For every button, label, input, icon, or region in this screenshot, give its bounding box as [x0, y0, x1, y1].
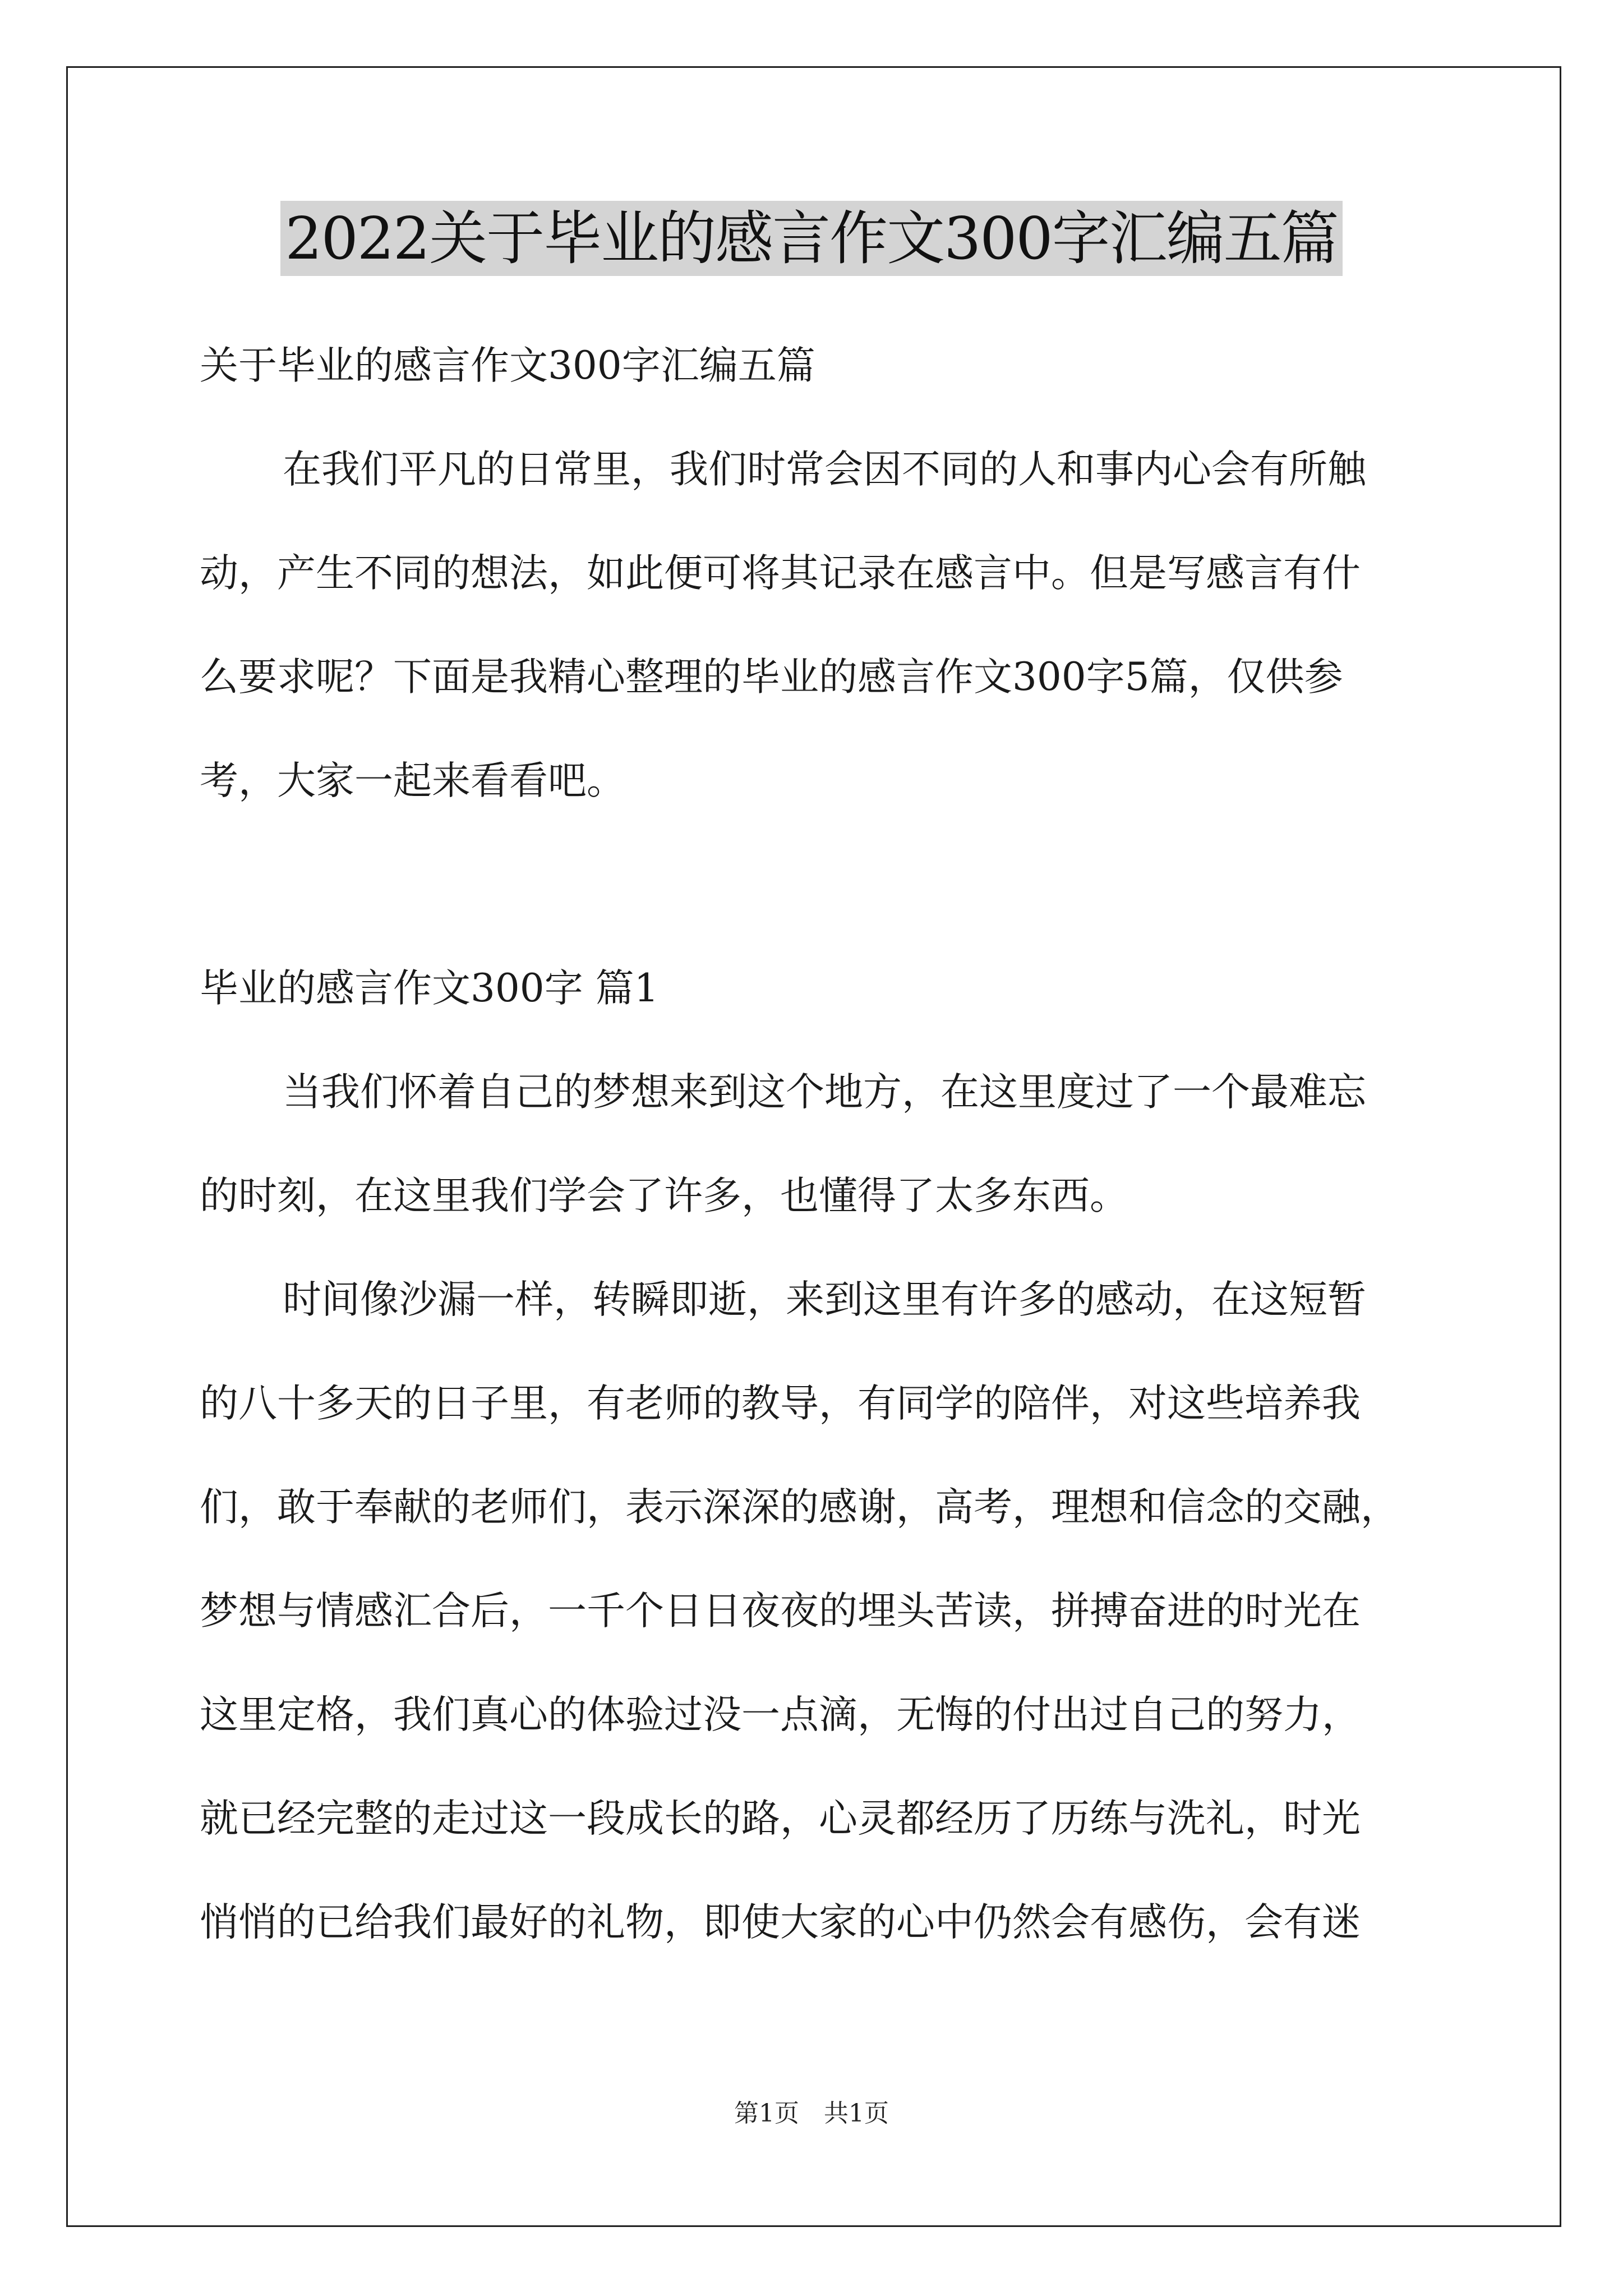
title-container [0, 201, 1623, 276]
paragraph-line: 时间像沙漏一样，转瞬即逝，来到这里有许多的感动，在这短暂 [283, 1277, 1366, 1322]
paragraph-line: 当我们怀着自己的梦想来到这个地方，在这里度过了一个最难忘 [283, 1070, 1366, 1115]
paragraph-line: 就已经完整的走过这一段成长的路，心灵都经历了历练与洗礼，时光 [200, 1796, 1361, 1841]
paragraph-line: 们，敢于奉献的老师们，表示深深的感谢，高考，理想和信念的交融， [200, 1485, 1399, 1530]
intro-line: 么要求呢？下面是我精心整理的毕业的感言作文300字5篇，仅供参 [200, 655, 1343, 700]
intro-line: 考，大家一起来看看吧。 [200, 758, 625, 803]
paragraph-line: 的时刻，在这里我们学会了许多，也懂得了太多东西。 [200, 1174, 1128, 1218]
document-body [200, 314, 1428, 1975]
section-heading: 毕业的感言作文300字 篇1 [200, 966, 659, 1011]
blank-line [200, 833, 1428, 937]
intro-line: 动，产生不同的想法，如此便可将其记录在感言中。但是写感言有什 [200, 551, 1361, 596]
paragraph-line: 这里定格，我们真心的体验过没一点滴，无悔的付出过自己的努力， [200, 1692, 1361, 1737]
document-title: 2022关于毕业的感言作文300字汇编五篇 [280, 201, 1342, 276]
paragraph-line: 梦想与情感汇合后，一千个日日夜夜的埋头苦读，拼搏奋进的时光在 [200, 1589, 1361, 1634]
intro-line: 在我们平凡的日常里，我们时常会因不同的人和事内心会有所触 [283, 447, 1366, 492]
page-footer: 第1页 共1页 [734, 2099, 889, 2128]
paragraph-line: 的八十多天的日子里，有老师的教导，有同学的陪伴，对这些培养我 [200, 1381, 1361, 1426]
document-subtitle: 关于毕业的感言作文300字汇编五篇 [200, 343, 815, 388]
paragraph-line: 悄悄的已给我们最好的礼物，即使大家的心中仍然会有感伤，会有迷 [200, 1900, 1361, 1945]
